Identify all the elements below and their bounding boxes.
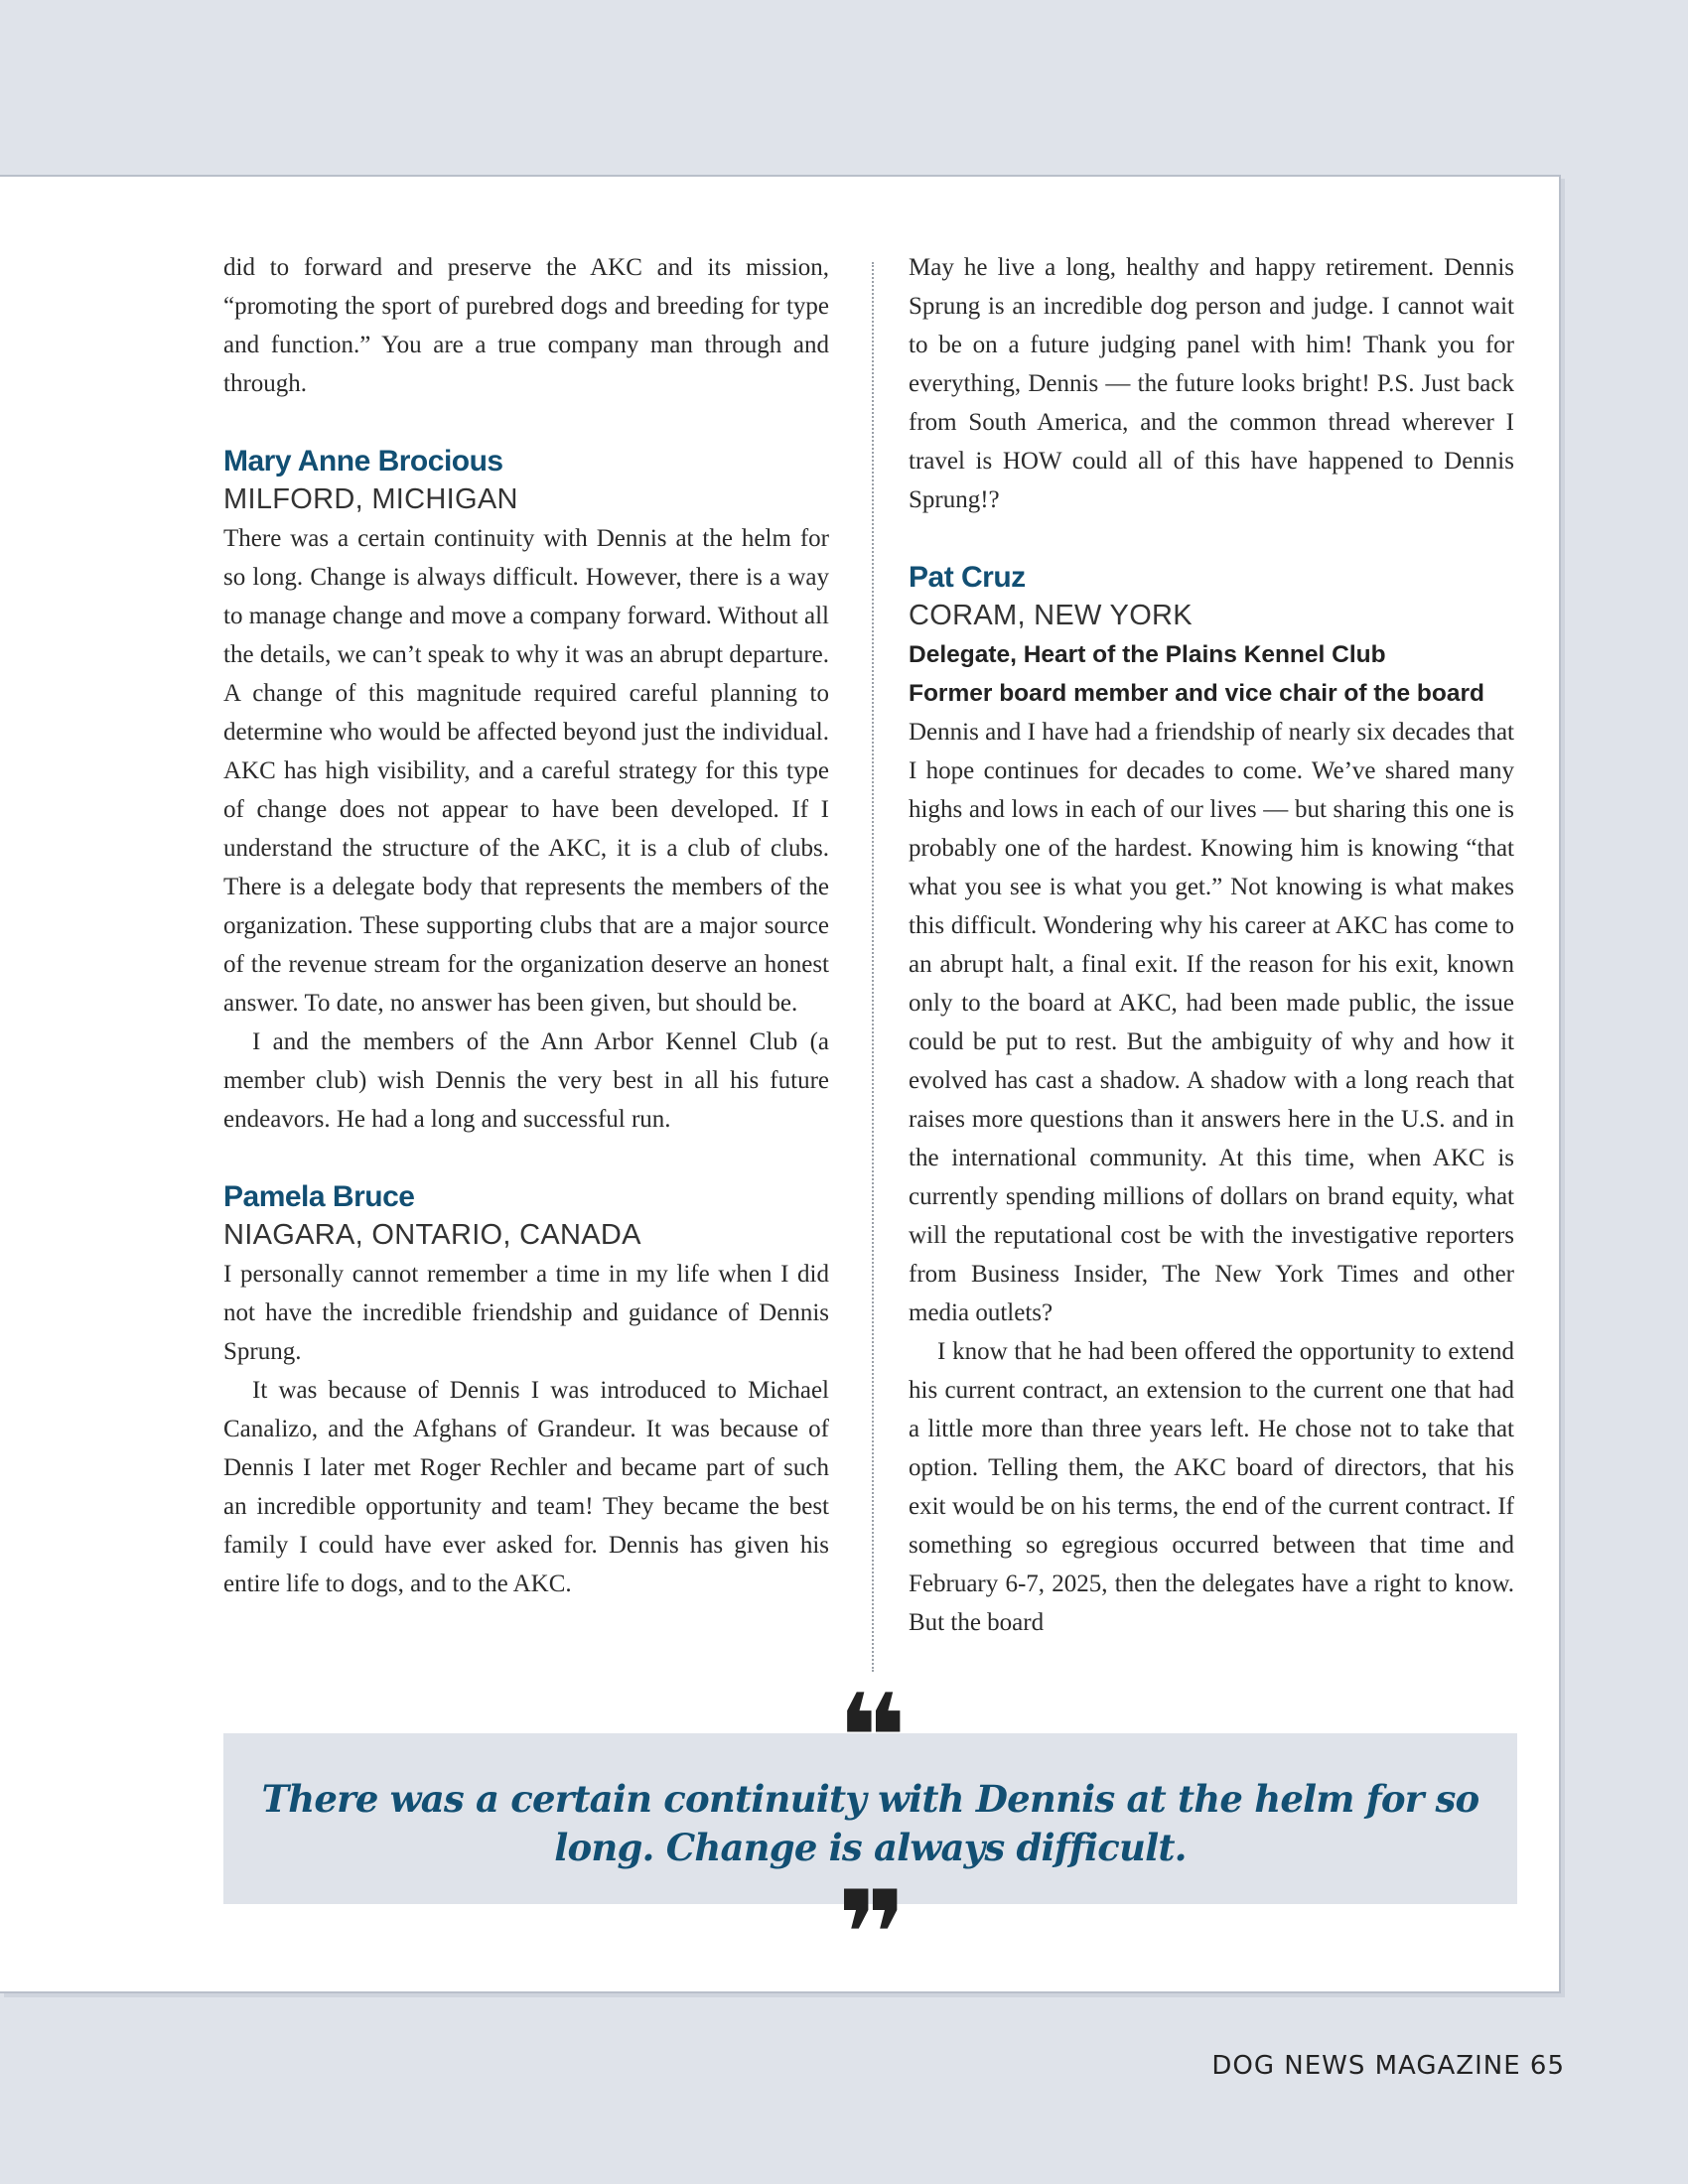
body-paragraph: I know that he had been offered the opportunity to extend his current contract, an extension to the current one that had a little more than three years left. He chose not to take that option. Telling them, the AKC board of directors, that his exit would be on his terms, the end of the current contract. If something so egregious occurred between that time and February 6-7, 2025, then the delegates have a right to know. But the board bbox=[909, 1338, 1514, 1636]
right-intro-paragraph: May he live a long, healthy and happy retirement. Dennis Sprung is an incredible dog person and judge. I cannot wait to be on a future judging panel with him! Thank you for everything, Dennis — the future looks bright! P.S. Just back from South America, and the common thread wherever I travel is HOW could all of this have happened to Dennis Sprung!? bbox=[909, 254, 1514, 513]
contributor-role: Former board member and vice chair of the board bbox=[909, 680, 1484, 707]
body-paragraph: It was because of Dennis I was introduced to Michael Canalizo, and the Afghans of Grandeur. It was because of Dennis I later met Roger Rechler and became part of such an incredible opportunity and team! They became the best family I could have ever asked for. Dennis has given his entire life to dogs, and to the AKC. bbox=[223, 1377, 829, 1597]
entry-pat-cruz bbox=[909, 558, 1514, 1642]
open-quote-icon: ❝ bbox=[837, 1670, 908, 1808]
contributor-role: Delegate, Heart of the Plains Kennel Club bbox=[909, 641, 1386, 668]
body-paragraph: I personally cannot remember a time in my life when I did not have the incredible friendship and guidance of Dennis Sprung. bbox=[223, 1261, 829, 1365]
body-paragraph: There was a certain continuity with Dennis at the helm for so long. Change is always difficult. However, there is a way to manage change and move a company forward. Without all the details, we can’t speak to why it was an abrupt departure. A change of this magnitude required careful planning to determine who would be affected beyond just the individual. AKC has high visibility, and a careful strategy for this type of change does not appear to have been developed. If I understand the structure of the AKC, it is a club of clubs. There is a delegate body that represents the members of the organization. These supporting clubs that are a major source of the revenue stream for the organization deserve an honest answer. To date, no answer has been given, but should be. bbox=[223, 525, 829, 1017]
entry-mary-anne-brocious bbox=[223, 442, 829, 1139]
body-paragraph: I and the members of the Ann Arbor Kennel Club (a member club) wish Dennis the very best in all his future endeavors. He had a long and successful run. bbox=[223, 1028, 829, 1133]
contributor-name: Mary Anne Brocious bbox=[223, 445, 503, 478]
right-column bbox=[909, 248, 1514, 1642]
entry-pamela-bruce bbox=[223, 1177, 829, 1603]
contributor-location: MILFORD, MICHIGAN bbox=[223, 483, 518, 515]
body-paragraph: Dennis and I have had a friendship of nearly six decades that I hope continues for decades to come. We’ve shared many highs and lows in each of our lives — but sharing this one is probably one of the hardest. Knowing him is knowing “that what you see is what you get.” Not knowing is what makes this difficult. Wondering why his career at AKC has come to an abrupt halt, a final exit. If the reason for his exit, known only to the board at AKC, had been made public, the issue could be put to rest. But the ambiguity of why and how it evolved has cast a shadow. A shadow with a long reach that raises more questions than it answers here in the U.S. and in the international community. At this time, when AKC is currently spending millions of dollars on brand equity, what will the reputational cost be with the investigative reporters from Business Insider, The New York Times and other media outlets? bbox=[909, 719, 1514, 1326]
page-folio: DOG NEWS MAGAZINE 65 bbox=[1211, 2051, 1565, 2081]
pull-quote-line: There was a certain continuity with Dennis at the helm for so bbox=[261, 1777, 1479, 1821]
left-column bbox=[223, 248, 829, 1603]
column-divider bbox=[872, 262, 874, 1672]
close-quote-icon: ❞ bbox=[837, 1866, 908, 2004]
contributor-name: Pat Cruz bbox=[909, 561, 1026, 594]
contributor-name: Pamela Bruce bbox=[223, 1180, 415, 1213]
contributor-location: NIAGARA, ONTARIO, CANADA bbox=[223, 1219, 641, 1251]
contributor-location: CORAM, NEW YORK bbox=[909, 600, 1193, 631]
pull-quote-line: long. Change is always difficult. bbox=[554, 1826, 1187, 1869]
left-intro-paragraph: did to forward and preserve the AKC and its mission, “promoting the sport of purebred dogs and breeding for type and function.” You are a true company man through and through. bbox=[223, 254, 829, 397]
